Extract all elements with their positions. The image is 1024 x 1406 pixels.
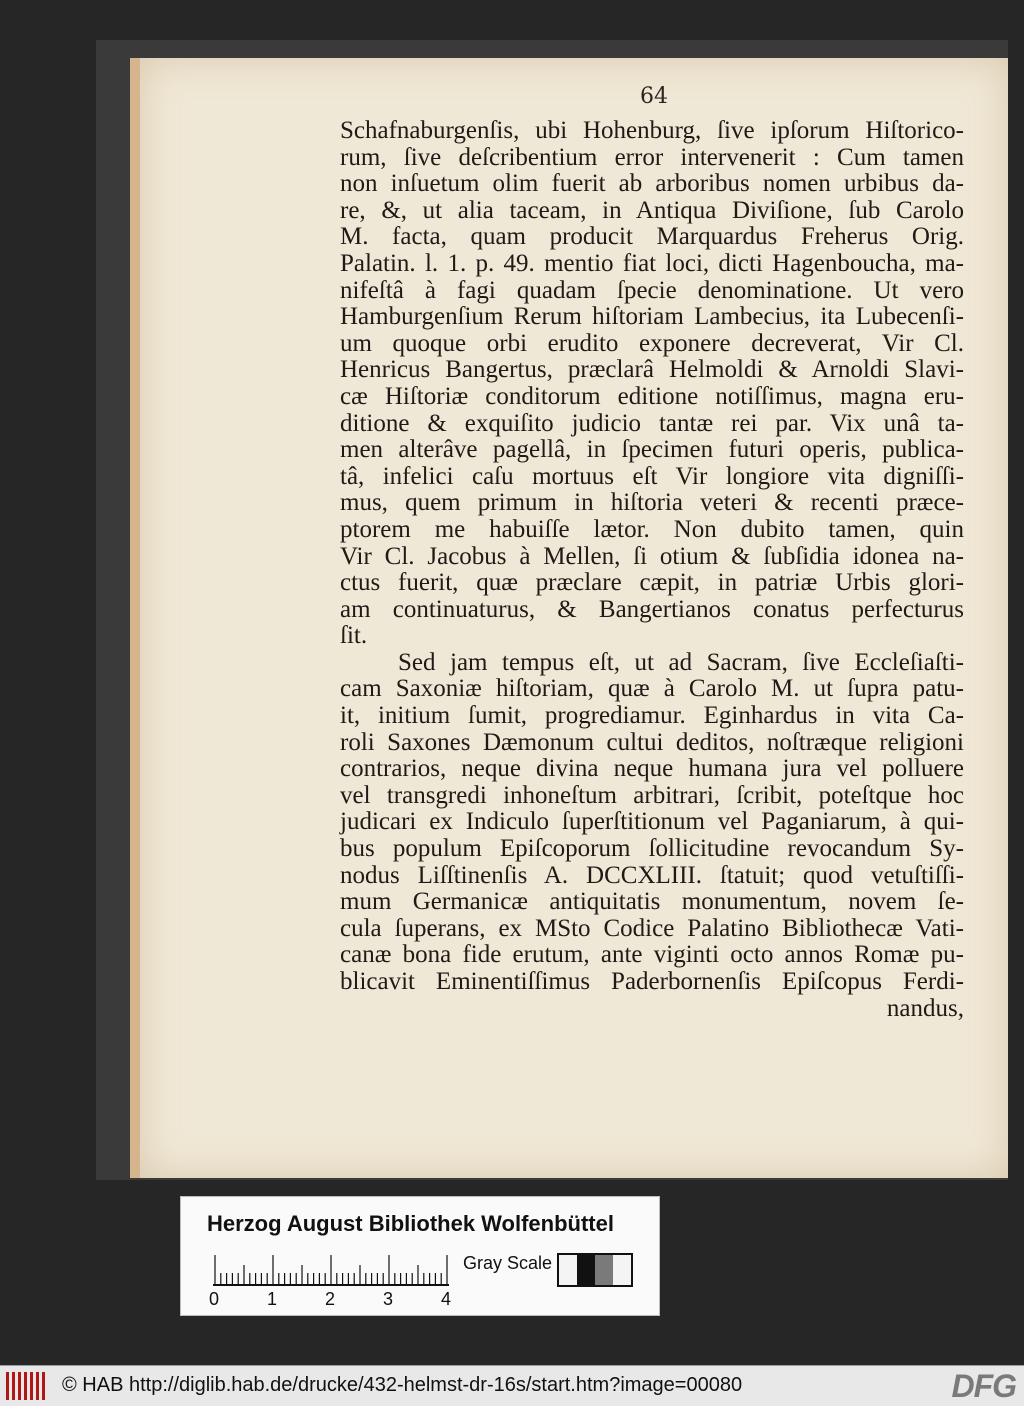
grayscale-swatch	[577, 1255, 595, 1285]
page-text	[340, 118, 964, 1022]
text-line: ſit.	[340, 622, 368, 650]
footer-bar	[0, 1365, 1024, 1406]
text-line: rum, ſive deſcribentium error intervenerit : Cum tamen	[340, 143, 964, 171]
ruler-numbers	[209, 1289, 459, 1309]
ruler-number: 2	[325, 1289, 336, 1309]
text-line: M. facta, quam producit Marquardus Freherus Orig.	[340, 223, 964, 251]
grayscale-bar	[557, 1253, 633, 1287]
text-line: cula ſuperans, ex MSto Codice Palatino Bibliothecæ Vati-	[340, 914, 964, 942]
text-line: um quoque orbi erudito exponere decreverat, Vir Cl.	[340, 329, 964, 357]
text-line: nandus,	[886, 994, 964, 1022]
library-label-card	[180, 1196, 660, 1316]
text-line: non inſuetum olim fuerit ab arboribus nomen urbibus da-	[340, 170, 964, 198]
text-line: judicari ex Indiculo ſuperſtitionum vel Paganiarum, à qui-	[340, 808, 964, 836]
ruler-number: 4	[441, 1289, 452, 1309]
text-line: ptorem me habuiſſe lætor. Non dubito tamen, quin	[340, 515, 964, 543]
grayscale-swatch	[559, 1255, 577, 1285]
text-line: Hamburgenſium Rerum hiſtoriam Lambecius, ita Lubecenſi-	[340, 303, 964, 331]
text-line: canæ bona fide erutum, ante viginti octo annos Romæ pu-	[340, 941, 964, 969]
text-line: ctus fuerit, quæ præclare cæpit, in patriæ Urbis glori-	[340, 569, 964, 597]
ruler-number: 0	[209, 1289, 220, 1309]
ruler-number: 3	[383, 1289, 394, 1309]
text-line: Schafnaburgenſis, ubi Hohenburg, ſive ipſorum Hiſtorico-	[340, 117, 964, 144]
text-line: contrarios, neque divina neque humana jura vel polluere	[340, 755, 964, 783]
page-number: 64	[640, 84, 668, 109]
text-line: Vir Cl. Jacobus à Mellen, ſi otium & ſubſidia idonea na-	[340, 542, 964, 570]
grayscale-swatch	[595, 1255, 613, 1285]
text-line: Henricus Bangertus, præclarâ Helmoldi & Arnoldi Slavi-	[340, 356, 964, 384]
text-line: tâ, infelici caſu mortuus eſt Vir longiore vita digniſſi-	[340, 462, 964, 490]
grayscale-label: Gray Scale	[463, 1253, 553, 1273]
text-line: mum Germanicæ antiquitatis monumentum, novem ſe-	[340, 888, 964, 916]
text-line: cæ Hiſtoriæ conditorum editione notiſſimus, magna eru-	[340, 382, 964, 410]
text-line: blicavit Eminentiſſimus Paderbornenſis Epiſcopus Ferdi-	[340, 968, 964, 995]
ruler-scale	[213, 1251, 449, 1287]
text-line: am continuaturus, & Bangertianos conatus perfecturus	[340, 595, 964, 623]
text-line: mus, quem primum in hiſtoria veteri & recenti præce-	[340, 489, 964, 517]
text-line: men alterâve pagellâ, in ſpecimen futuri operis, publica-	[340, 436, 964, 464]
text-line: it, initium ſumit, progrediamur. Eginhardus in vita Ca-	[340, 702, 964, 730]
ruler-number: 1	[267, 1289, 278, 1309]
text-line: nodus Liſſtinenſis A. DCCXLIII. ſtatuit; quod vetuſtiſſi-	[340, 861, 964, 889]
text-line: vel transgredi inhoneſtum arbitrari, ſcribit, poteſtque hoc	[340, 781, 964, 809]
text-line: bus populum Epiſcoporum ſollicitudine revocandum Sy-	[340, 835, 964, 863]
text-line: nifeſtâ à fagi quadam ſpecie denominatione. Ut vero	[340, 276, 964, 304]
text-line: Sed jam tempus eſt, ut ad Sacram, ſive Eccleſiaſti-	[398, 648, 964, 676]
text-line: roli Saxones Dæmonum cultui deditos, noſtræque religioni	[340, 728, 964, 756]
library-name: Herzog August Bibliothek Wolfenbüttel	[207, 1211, 614, 1236]
footer-url[interactable]: © HAB http://diglib.hab.de/drucke/432-helmst-dr-16s/start.htm?image=00080	[62, 1374, 743, 1396]
grayscale-swatch	[613, 1255, 631, 1285]
hab-barcode-icon	[6, 1372, 48, 1400]
dfg-logo: DFG	[951, 1368, 1016, 1404]
text-line: Palatin. l. 1. p. 49. mentio fiat loci, dicti Hagenboucha, ma-	[340, 249, 964, 277]
text-line: ditione & exquiſito judicio tantæ rei par. Vix unâ ta-	[340, 409, 964, 437]
text-line: cam Saxoniæ hiſtoriam, quæ à Carolo M. ut ſupra patu-	[340, 675, 964, 703]
text-line: re, &, ut alia taceam, in Antiqua Diviſione, ſub Carolo	[340, 196, 964, 224]
